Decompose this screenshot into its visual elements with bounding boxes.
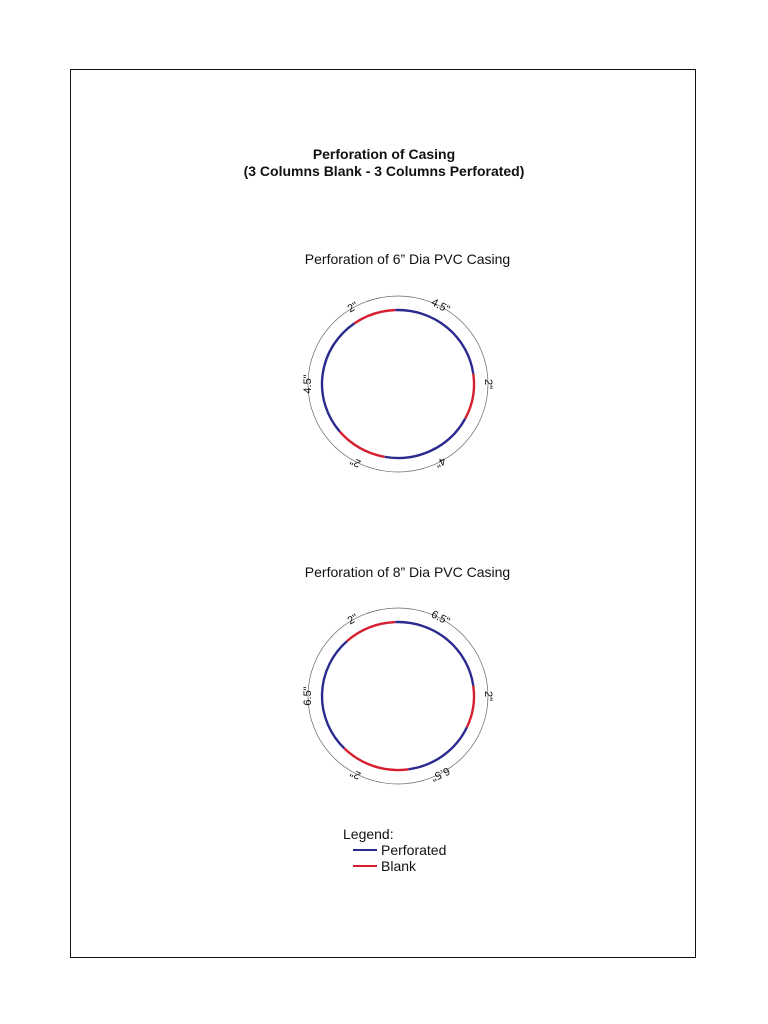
dimension-guide-circle bbox=[308, 296, 488, 472]
dimension-label: 2" bbox=[345, 612, 361, 628]
legend-label-blank: Blank bbox=[381, 858, 417, 874]
perforated-segment-arc bbox=[322, 641, 347, 748]
casing-8in-diagram bbox=[302, 608, 494, 784]
page-subtitle: (3 Columns Blank - 3 Columns Perforated) bbox=[243, 163, 525, 179]
perforated-segment-arc bbox=[395, 310, 473, 374]
blank-segment-arc bbox=[354, 310, 395, 323]
dimension-label: 2" bbox=[345, 300, 361, 316]
dimension-label: 4" bbox=[433, 454, 448, 470]
legend-item-perforated bbox=[353, 842, 446, 858]
dimension-label: 2" bbox=[348, 766, 363, 782]
dimension-guide-circle bbox=[308, 608, 488, 784]
legend-label-perforated: Perforated bbox=[381, 842, 447, 858]
blank-segment-arc bbox=[340, 432, 385, 457]
casing-6in-diagram bbox=[302, 296, 494, 472]
legend-title: Legend: bbox=[343, 826, 394, 842]
blank-segment-arc bbox=[467, 686, 474, 728]
dimension-label: 2" bbox=[348, 454, 363, 470]
legend-swatch-perforated bbox=[353, 849, 377, 851]
legend bbox=[343, 826, 446, 874]
perforated-segment-arc bbox=[395, 622, 473, 686]
casing-8in-title: Perforation of 8” Dia PVC Casing bbox=[304, 564, 511, 580]
casing-6in-title: Perforation of 6” Dia PVC Casing bbox=[304, 251, 511, 267]
blank-segment-arc bbox=[465, 374, 474, 419]
legend-item-blank bbox=[353, 858, 446, 874]
page-title: Perforation of Casing bbox=[312, 146, 456, 162]
dimension-label: 6.5" bbox=[429, 608, 452, 629]
perforated-segment-arc bbox=[409, 727, 467, 769]
dimension-label: 2" bbox=[482, 378, 495, 390]
perforated-segment-arc bbox=[385, 419, 465, 458]
perforated-segment-arc bbox=[322, 323, 354, 431]
dimension-label: 4.5" bbox=[301, 374, 314, 394]
dimension-label: 6.5" bbox=[301, 686, 314, 706]
dimension-label: 6.5" bbox=[429, 764, 452, 784]
dimension-label: 2" bbox=[482, 690, 495, 702]
legend-swatch-blank bbox=[353, 865, 377, 867]
dimension-label: 4.5" bbox=[429, 296, 452, 317]
